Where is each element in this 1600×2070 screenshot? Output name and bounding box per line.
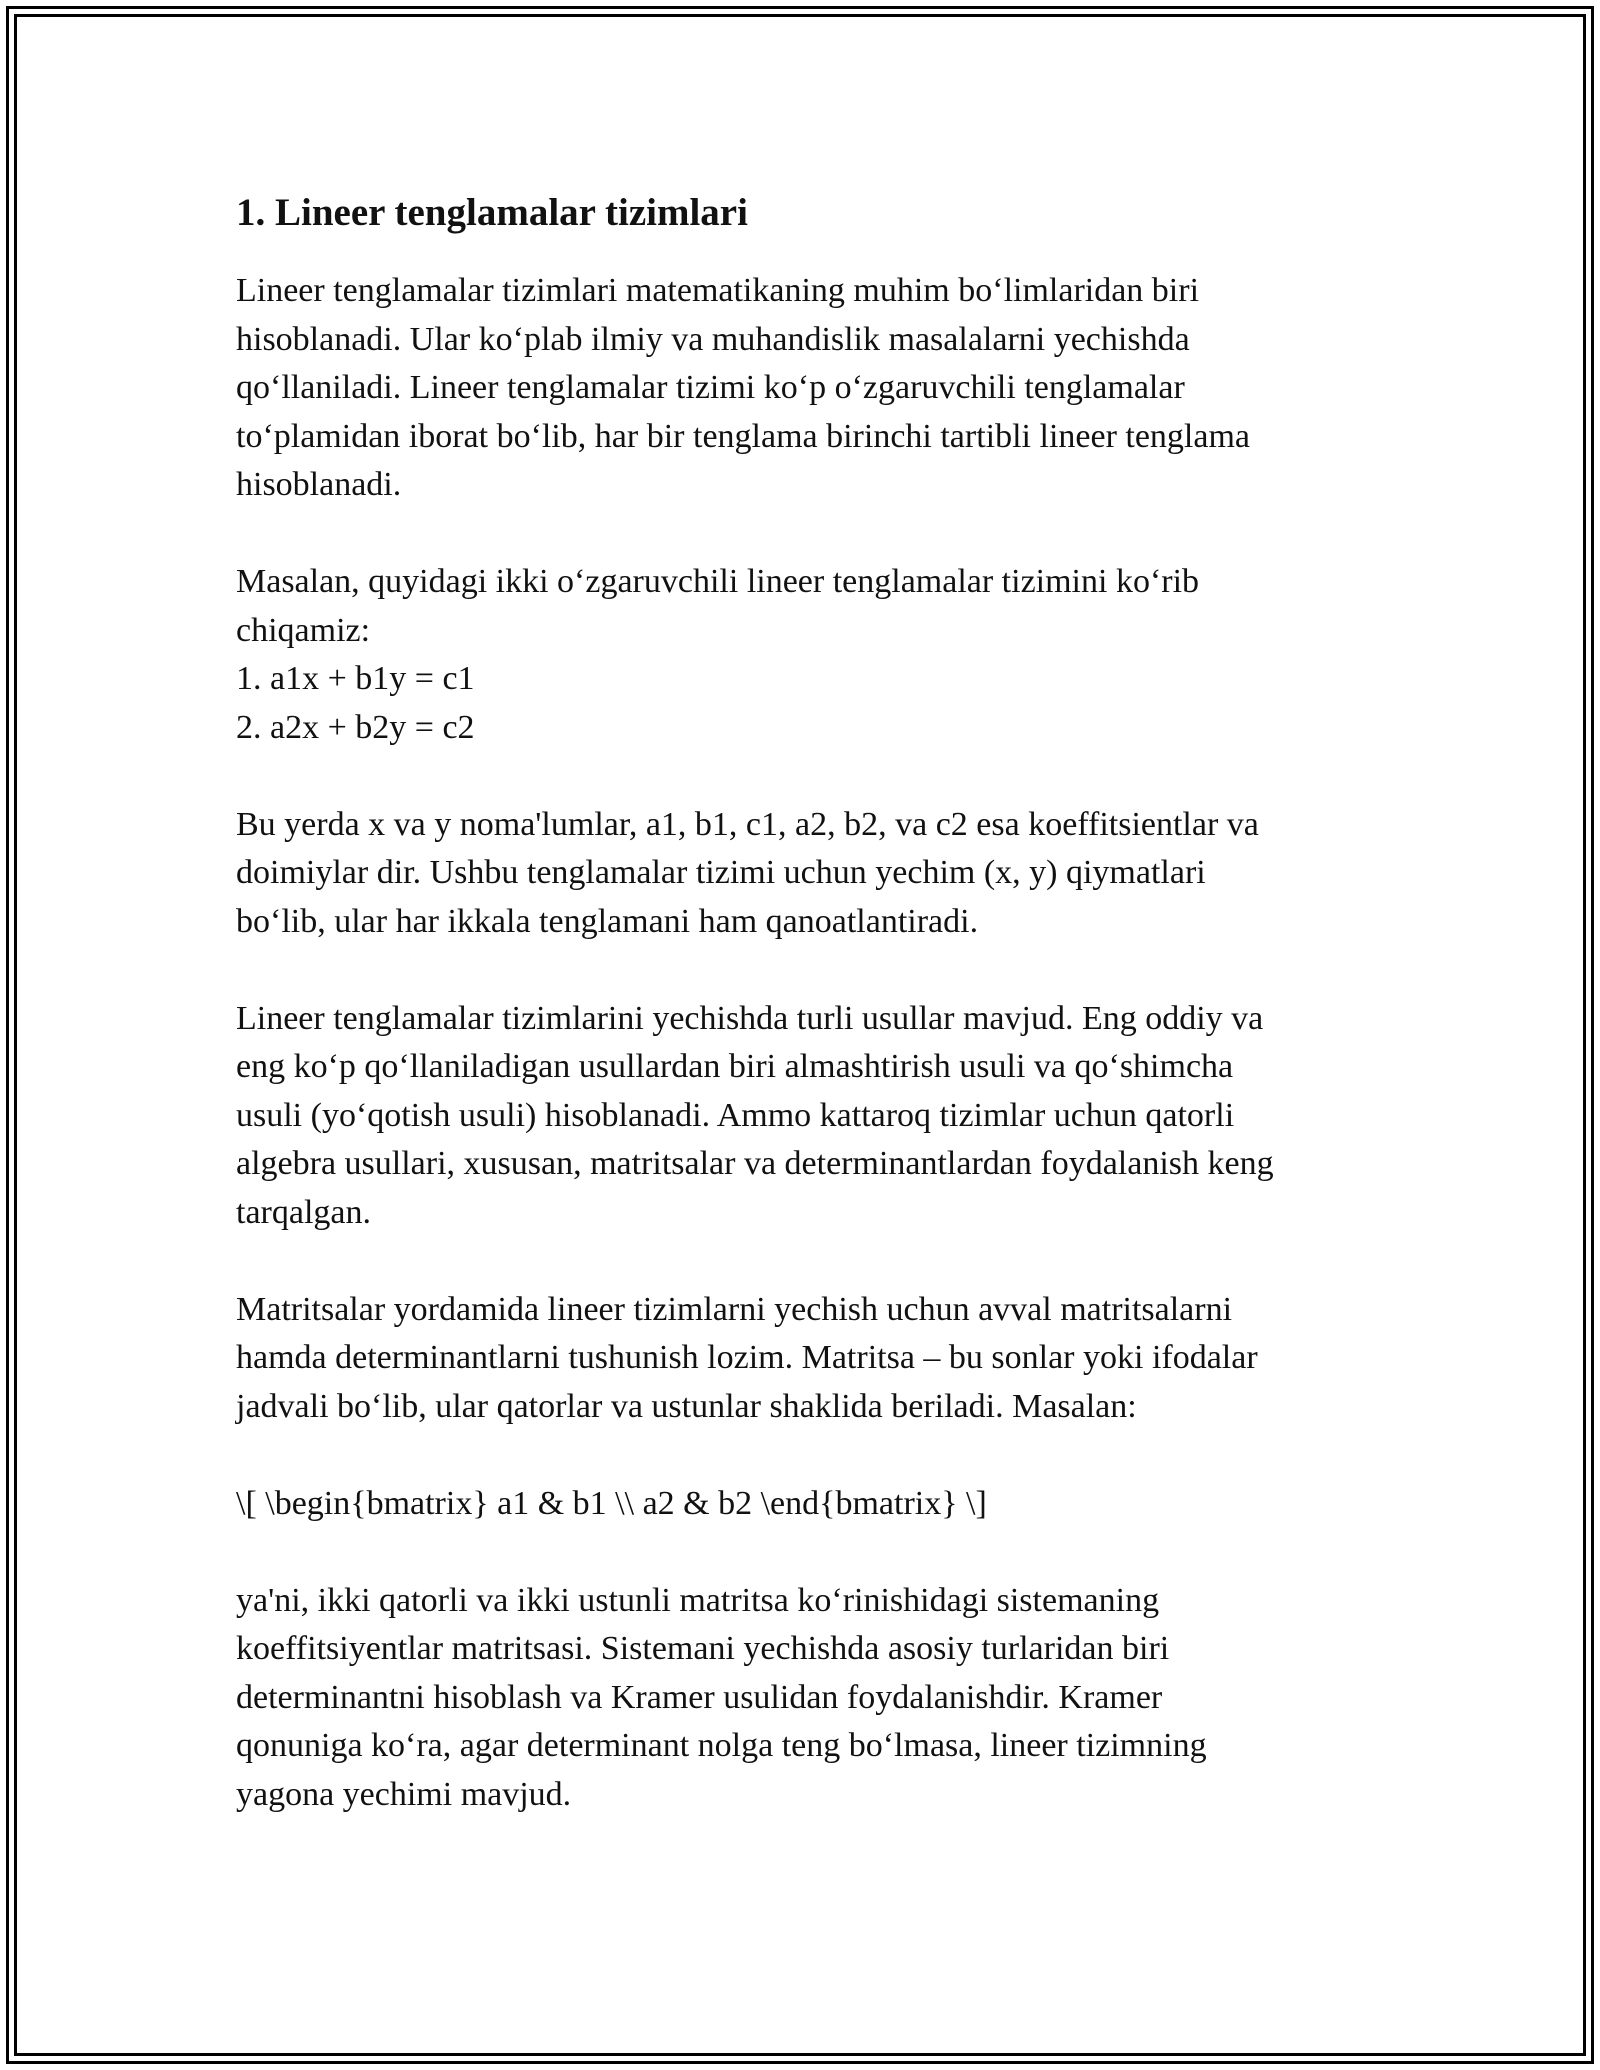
document-body [236, 185, 1386, 1819]
paragraph-gap [236, 752, 1386, 801]
paragraph-gap [236, 1237, 1386, 1286]
paragraph-matrices: Matritsalar yordamida lineer tizimlarni yechish uchun avval matritsalarni hamda determinantlarni tushunish lozim. Matritsa – bu sonlar yoki ifodalar jadvali bo‘lib, ular qatorlar va ustunlar shaklida beriladi. Masalan: [236, 1290, 1258, 1425]
matrix-latex-line: \[ \begin{bmatrix} a1 & b1 \\ a2 & b2 \end{bmatrix} \] [236, 1484, 987, 1522]
section-heading: 1. Lineer tenglamalar tizimlari [236, 191, 748, 234]
paragraph-gap [236, 946, 1386, 995]
paragraph-gap [236, 1528, 1386, 1577]
paragraph-gap [236, 510, 1386, 559]
paragraph-example-system: Masalan, quyidagi ikki o‘zgaruvchili lineer tenglamalar tizimini ko‘rib chiqamiz: 1. a1x + b1y = c1 2. a2x + b2y = c2 [236, 563, 1200, 746]
paragraph-cramer: ya'ni, ikki qatorli va ikki ustunli matritsa ko‘rinishidagi sistemaning koeffitsiyentlar matritsasi. Sistemani yechishda asosiy turlaridan biri determinantni hisoblash va Kramer usulidan foydalanishdir. Kramer qonuniga ko‘ra, agar determinant nolga teng bo‘lmasa, lineer tizimning yagona yechimi mavjud. [236, 1581, 1207, 1813]
paragraph-unknowns: Bu yerda x va y noma'lumlar, a1, b1, c1, a2, b2, va c2 esa koeffitsientlar va doimiylar dir. Ushbu tenglamalar tizimi uchun yechim (x, y) qiymatlari bo‘lib, ular har ikkala tenglamani ham qanoatlantiradi. [236, 805, 1259, 940]
paragraph-intro: Lineer tenglamalar tizimlari matematikaning muhim bo‘limlaridan biri hisoblanadi. Ular ko‘plab ilmiy va muhandislik masalalarni yechishda qo‘llaniladi. Lineer tenglamalar tizimi ko‘p o‘zgaruvchili tenglamalar to‘plamidan iborat bo‘lib, har bir tenglama birinchi tartibli lineer tenglama hisoblanadi. [236, 272, 1251, 503]
paragraph-gap [236, 1431, 1386, 1480]
paragraph-methods: Lineer tenglamalar tizimlarini yechishda turli usullar mavjud. Eng oddiy va eng ko‘p qo‘llaniladigan usullardan biri almashtirish usuli va qo‘shimcha usuli (yo‘qotish usuli) hisoblanadi. Ammo kattaroq tizimlar uchun qatorli algebra usullari, xususan, matritsalar va determinantlardan foydalanish keng tarqalgan. [236, 999, 1274, 1231]
